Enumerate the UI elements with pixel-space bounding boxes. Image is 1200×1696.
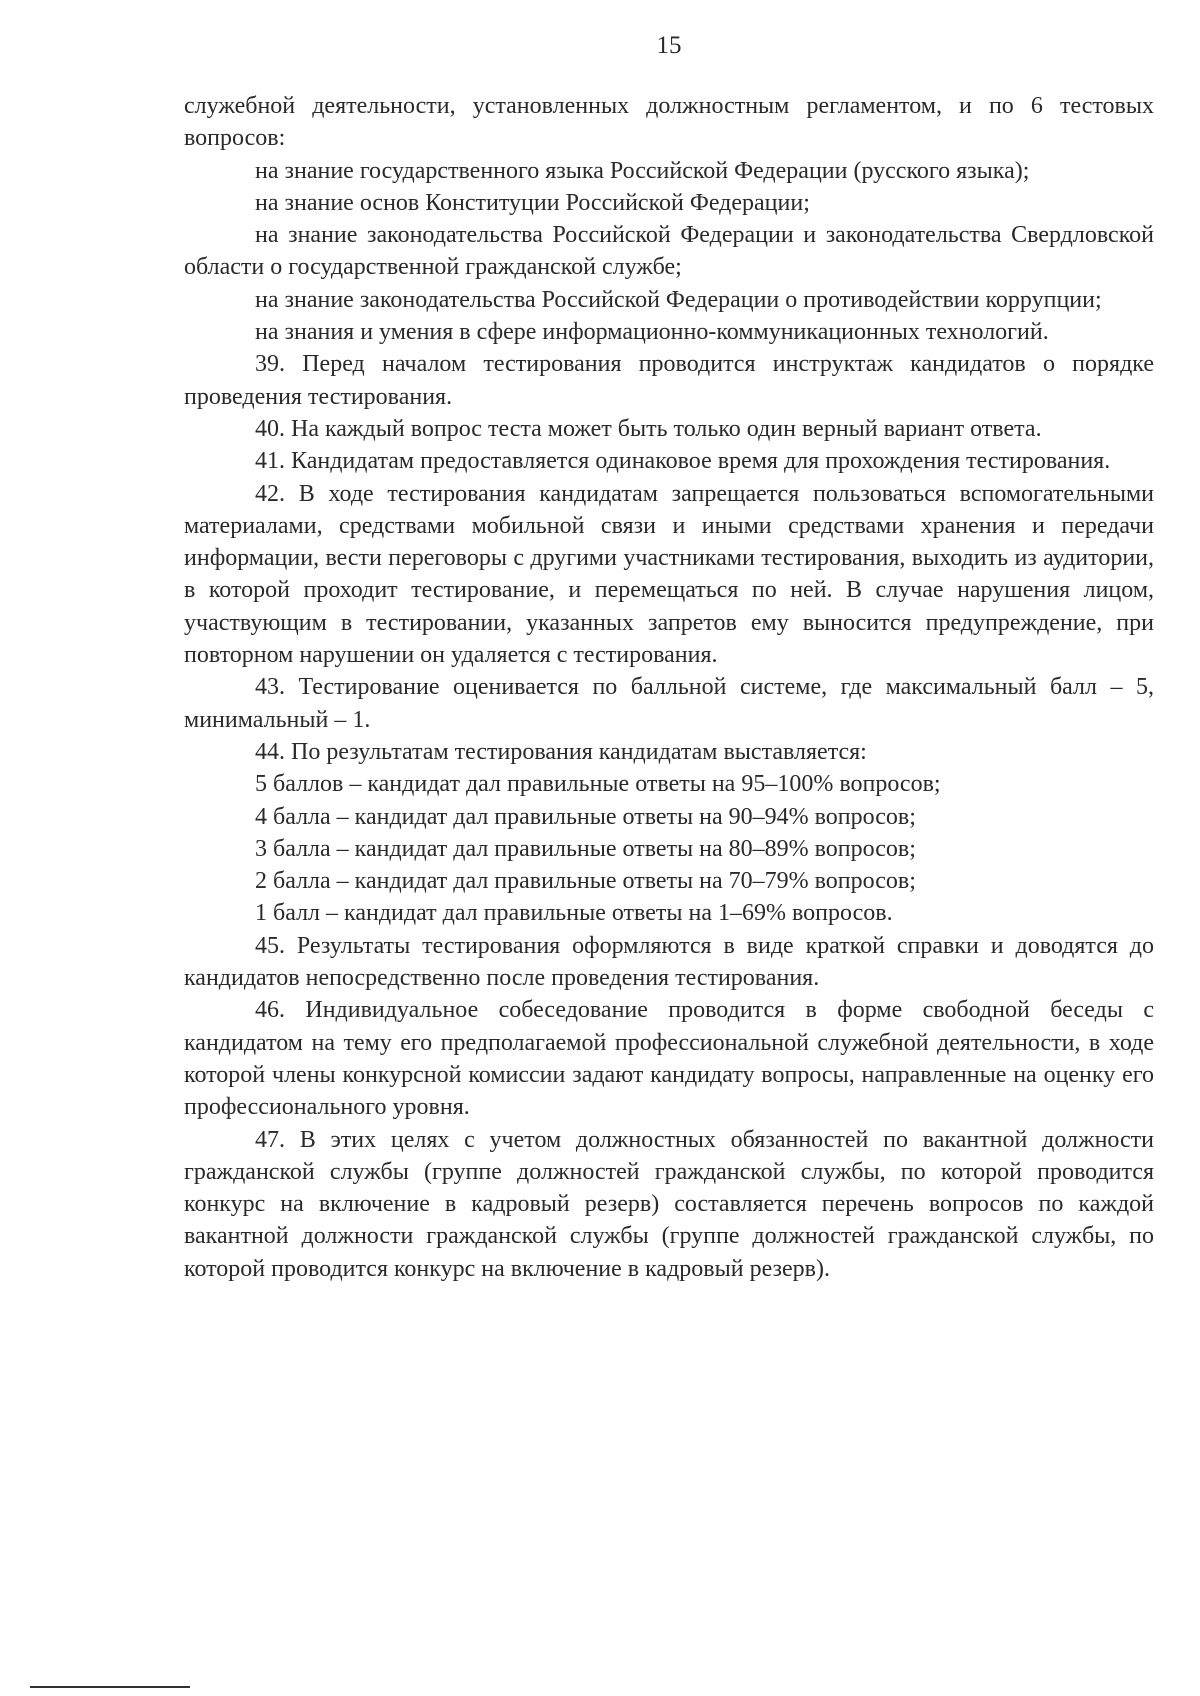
page-number: 15 [656,32,682,59]
paragraph-46: 46. Индивидуальное собеседование проводится в форме свободной беседы с кандидатом на тему его предполагаемой профессиональной служебной деятельности, в ходе которой члены конкурсной комиссии задают кандидату вопросы, направленные на оценку его профессионального уровня. [184,997,1154,1121]
paragraph: на знание государственного языка Российской Федерации (русского языка); [255,157,1030,184]
paragraph-47: 47. В этих целях с учетом должностных обязанностей по вакантной должности гражданской службы (группе должностей гражданской службы, по которой проводится конкурс на включение в кадровый резерв) составляется перечень вопросов по каждой вакантной должности гражданской службы (группе должностей гражданской службы, по которой проводится конкурс на включение в кадровый резерв). [184,1126,1154,1282]
paragraph-42: 42. В ходе тестирования кандидатам запрещается пользоваться вспомогательными материалами, средствами мобильной связи и иными средствами хранения и передачи информации, вести переговоры с другими участниками тестирования, выходить из аудитории, в которой проходит тестирование, и перемещаться по ней. В случае нарушения лицом, участвующим в тестировании, указанных запретов ему выносится предупреждение, при повторном нарушении он удаляется с тестирования. [184,480,1154,669]
score-item-5: 5 баллов – кандидат дал правильные ответы на 95–100% вопросов; [255,771,941,798]
score-item-2: 2 балла – кандидат дал правильные ответы на 70–79% вопросов; [255,868,916,895]
document-body [184,90,1154,1285]
score-item-3: 3 балла – кандидат дал правильные ответы на 80–89% вопросов; [255,835,916,862]
paragraph-41: 41. Кандидатам предоставляется одинаковое время для прохождения тестирования. [255,448,1111,475]
footer-rule [30,1686,190,1688]
paragraph: на знания и умения в сфере информационно-коммуникационных технологий. [255,319,1049,346]
paragraph: на знание законодательства Российской Федерации и законодательства Свердловской области о государственной гражданской службе; [184,222,1154,281]
paragraph-43: 43. Тестирование оценивается по балльной системе, где максимальный балл – 5, минимальный – 1. [184,674,1154,733]
paragraph-44: 44. По результатам тестирования кандидатам выставляется: [255,738,867,765]
paragraph-39: 39. Перед началом тестирования проводится инструктаж кандидатов о порядке проведения тестирования. [184,351,1154,410]
paragraph-45: 45. Результаты тестирования оформляются в виде краткой справки и доводятся до кандидатов непосредственно после проведения тестирования. [184,932,1154,992]
paragraph: служебной деятельности, установленных должностным регламентом, и по 6 тестовых вопросов: [184,93,1154,152]
score-item-1: 1 балл – кандидат дал правильные ответы на 1–69% вопросов. [255,900,893,927]
paragraph-40: 40. На каждый вопрос теста может быть только один верный вариант ответа. [255,415,1042,442]
paragraph: на знание основ Конституции Российской Федерации; [255,189,810,216]
score-item-4: 4 балла – кандидат дал правильные ответы на 90–94% вопросов; [255,803,916,830]
paragraph: на знание законодательства Российской Федерации о противодействии коррупции; [255,286,1102,313]
